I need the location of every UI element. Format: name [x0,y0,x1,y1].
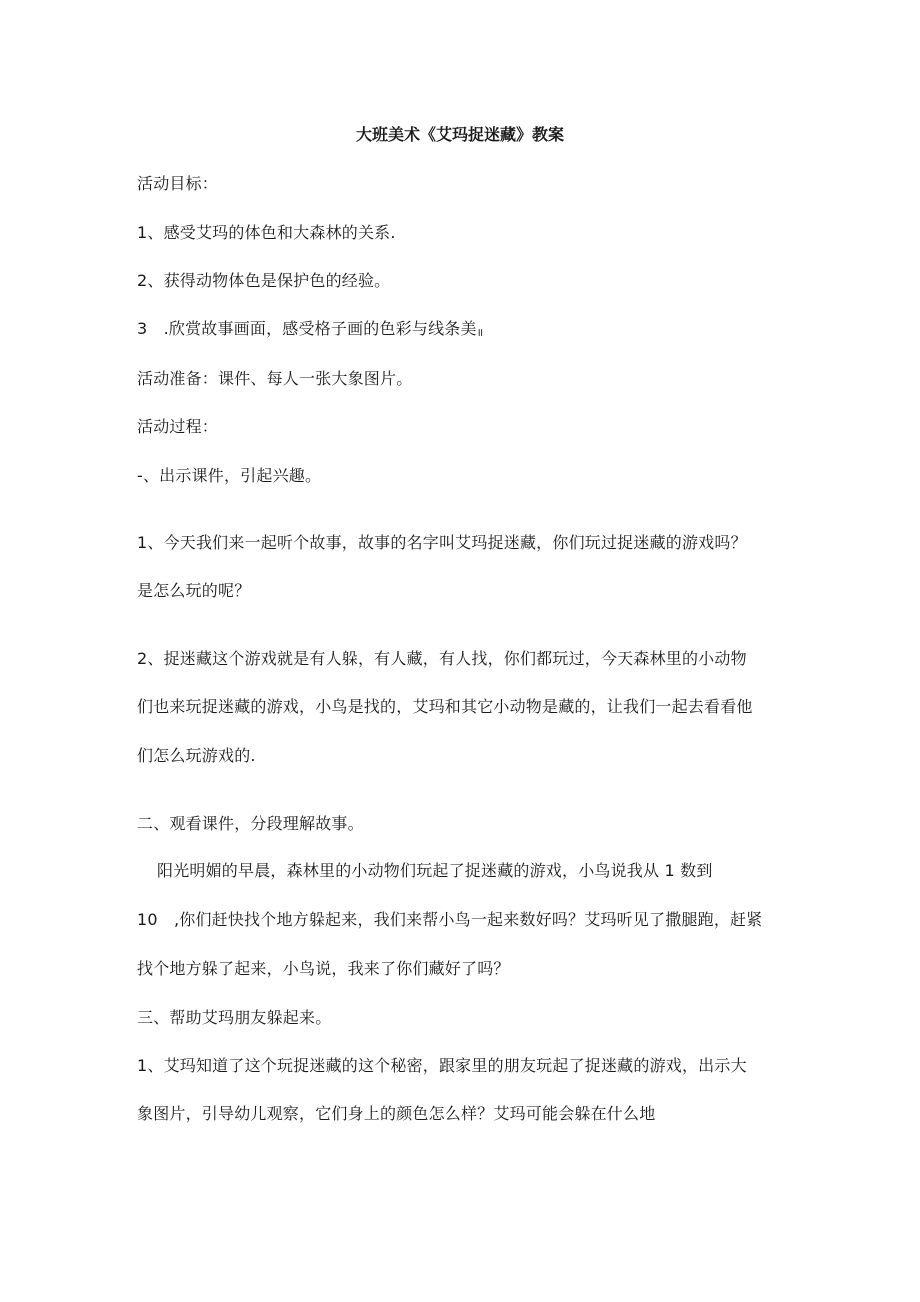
goal-item-3 [137,318,797,344]
paragraph-line: 找个地方躲了起来，小鸟说，我来了你们藏好了吗？ [137,959,510,978]
goal-item-1: 1、感受艾玛的体色和大森林的关系. [137,223,396,242]
paragraph-line: 是怎么玩的呢？ [137,581,251,600]
process-heading: 活动过程： [137,417,219,436]
goal-item-2: 2、获得动物体色是保护色的经验。 [137,271,391,290]
section-3-heading: 三、帮助艾玛朋友躲起来。 [137,1008,332,1027]
goal-item-3-mark: ॥ [476,326,484,339]
section-1-heading: -、出示课件，引起兴趣。 [137,466,322,485]
paragraph-line: 10 ,你们赶快找个地方躲起来，我们来帮小鸟一起来数好吗？艾玛听见了撒腿跑，赶紧 [137,910,763,929]
paragraph-line: 们怎么玩游戏的. [137,746,256,765]
preparation-line: 活动准备：课件、每人一张大象图片。 [137,369,413,388]
paragraph-line: 1、艾玛知道了这个玩捉迷藏的这个秘密，跟家里的朋友玩起了捉迷藏的游戏，出示大 [137,1056,747,1075]
paragraph-line: 1、今天我们来一起听个故事，故事的名字叫艾玛捉迷藏，你们玩过捉迷藏的游戏吗？ [137,533,747,552]
paragraph-line: 们也来玩捉迷藏的游戏，小鸟是找的，艾玛和其它小动物是藏的，让我们一起去看看他 [137,697,753,716]
goals-heading: 活动目标： [137,174,219,193]
goal-item-3-text: 3 .欣赏故事画面，感受格子画的色彩与线条美 [137,319,477,338]
paragraph-line: 阳光明媚的早晨，森林里的小动物们玩起了捉迷藏的游戏，小鸟说我从 1 数到 [157,861,713,880]
paragraph-line: 象图片，引导幼儿观察，它们身上的颜色怎么样？艾玛可能会躲在什么地 [137,1104,656,1123]
document-title: 大班美术《艾玛捉迷藏》教案 [355,125,564,144]
paragraph-line: 2、捉迷藏这个游戏就是有人躲，有人藏，有人找，你们都玩过，今天森林里的小动物 [137,649,747,668]
section-2-heading: 二、观看课件，分段理解故事。 [137,814,364,833]
